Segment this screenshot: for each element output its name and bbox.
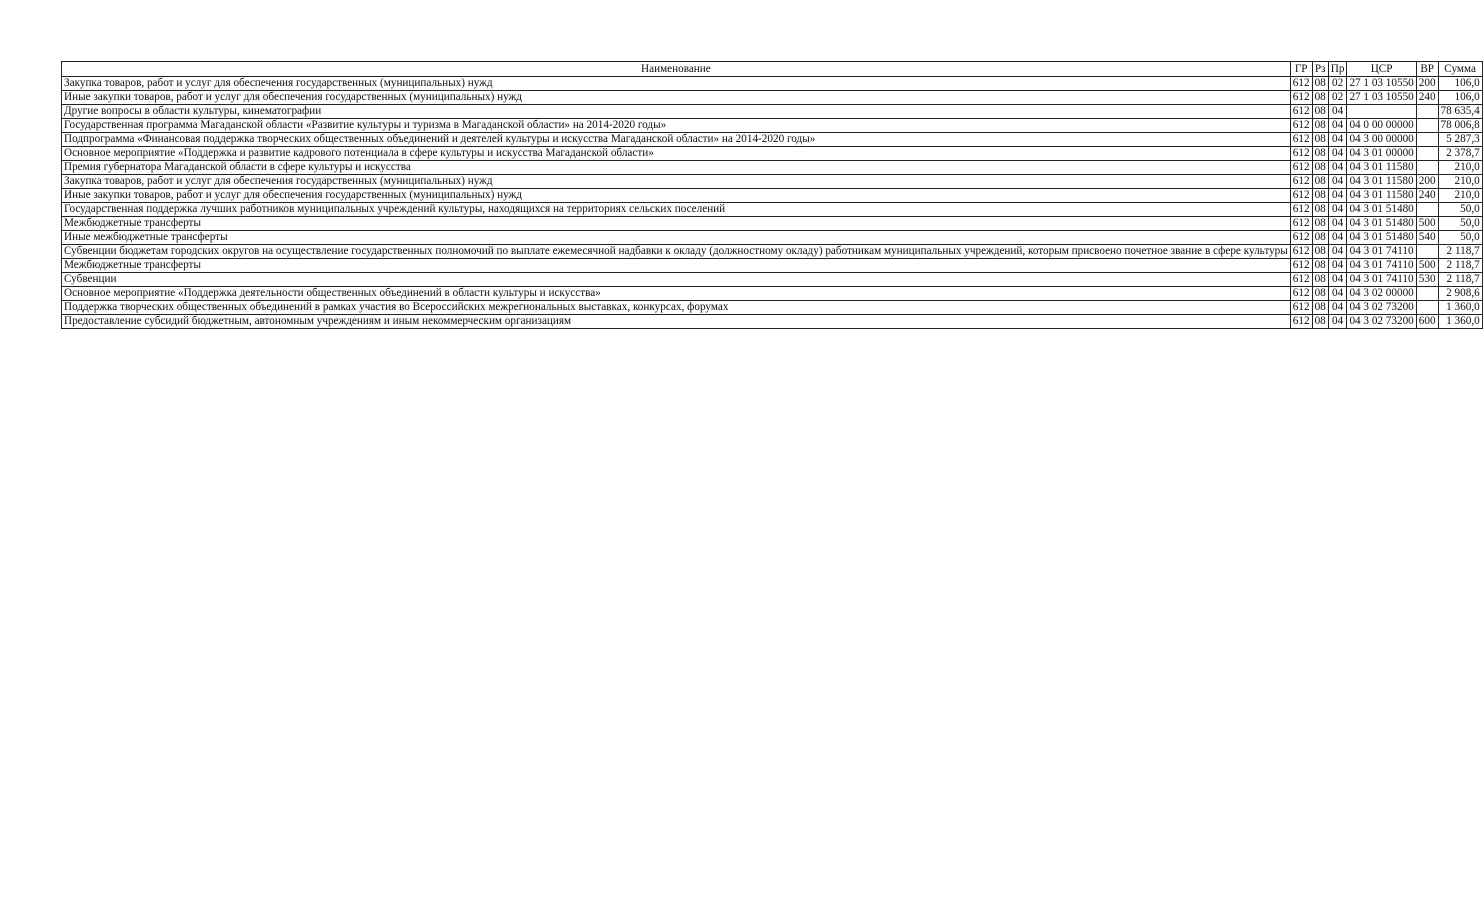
cell-csr: 04 0 00 00000 bbox=[1347, 119, 1416, 133]
cell-gr: 612 bbox=[1290, 259, 1312, 273]
cell-rz: 08 bbox=[1312, 273, 1328, 287]
cell-gr: 612 bbox=[1290, 189, 1312, 203]
cell-vr: 600 bbox=[1416, 315, 1438, 329]
header-sum: Сумма bbox=[1438, 62, 1482, 77]
cell-gr: 612 bbox=[1290, 147, 1312, 161]
cell-rz: 08 bbox=[1312, 203, 1328, 217]
cell-vr: 240 bbox=[1416, 189, 1438, 203]
cell-rz: 08 bbox=[1312, 287, 1328, 301]
table-row bbox=[62, 273, 1483, 287]
cell-vr bbox=[1416, 245, 1438, 259]
cell-vr: 540 bbox=[1416, 231, 1438, 245]
cell-pr: 04 bbox=[1328, 105, 1347, 119]
cell-rz: 08 bbox=[1312, 245, 1328, 259]
cell-vr: 200 bbox=[1416, 175, 1438, 189]
cell-gr: 612 bbox=[1290, 273, 1312, 287]
cell-gr: 612 bbox=[1290, 301, 1312, 315]
cell-gr: 612 bbox=[1290, 161, 1312, 175]
table-row bbox=[62, 287, 1483, 301]
cell-pr: 04 bbox=[1328, 203, 1347, 217]
cell-csr: 04 3 01 51480 bbox=[1347, 203, 1416, 217]
cell-rz: 08 bbox=[1312, 147, 1328, 161]
cell-gr: 612 bbox=[1290, 203, 1312, 217]
cell-sum: 106,0 bbox=[1438, 91, 1482, 105]
cell-rz: 08 bbox=[1312, 77, 1328, 91]
cell-name: Иные закупки товаров, работ и услуг для обеспечения государственных (муниципальных) нужд bbox=[62, 189, 1291, 203]
table-row bbox=[62, 203, 1483, 217]
cell-sum: 2 118,7 bbox=[1438, 245, 1482, 259]
cell-csr: 04 3 01 51480 bbox=[1347, 217, 1416, 231]
cell-rz: 08 bbox=[1312, 175, 1328, 189]
cell-sum: 2 118,7 bbox=[1438, 259, 1482, 273]
cell-name: Закупка товаров, работ и услуг для обеспечения государственных (муниципальных) нужд bbox=[62, 175, 1291, 189]
cell-vr bbox=[1416, 133, 1438, 147]
cell-vr: 500 bbox=[1416, 259, 1438, 273]
cell-csr: 04 3 01 51480 bbox=[1347, 231, 1416, 245]
cell-name: Государственная поддержка лучших работников муниципальных учреждений культуры, находящихся на территориях сельских поселений bbox=[62, 203, 1291, 217]
cell-csr: 04 3 01 74110 bbox=[1347, 245, 1416, 259]
cell-sum: 210,0 bbox=[1438, 189, 1482, 203]
cell-rz: 08 bbox=[1312, 105, 1328, 119]
table-row bbox=[62, 301, 1483, 315]
cell-pr: 04 bbox=[1328, 315, 1347, 329]
cell-csr: 04 3 01 74110 bbox=[1347, 259, 1416, 273]
cell-gr: 612 bbox=[1290, 245, 1312, 259]
cell-gr: 612 bbox=[1290, 105, 1312, 119]
cell-pr: 04 bbox=[1328, 161, 1347, 175]
cell-sum: 5 287,3 bbox=[1438, 133, 1482, 147]
cell-name: Закупка товаров, работ и услуг для обеспечения государственных (муниципальных) нужд bbox=[62, 77, 1291, 91]
cell-name: Иные закупки товаров, работ и услуг для обеспечения государственных (муниципальных) нужд bbox=[62, 91, 1291, 105]
cell-csr: 04 3 01 11580 bbox=[1347, 175, 1416, 189]
cell-gr: 612 bbox=[1290, 91, 1312, 105]
cell-gr: 612 bbox=[1290, 175, 1312, 189]
table-row bbox=[62, 91, 1483, 105]
cell-name: Поддержка творческих общественных объединений в рамках участия во Всероссийских межрегиональных выставках, конкурсах, форумах bbox=[62, 301, 1291, 315]
cell-gr: 612 bbox=[1290, 77, 1312, 91]
cell-rz: 08 bbox=[1312, 133, 1328, 147]
cell-sum: 1 360,0 bbox=[1438, 315, 1482, 329]
cell-pr: 04 bbox=[1328, 287, 1347, 301]
table-row bbox=[62, 133, 1483, 147]
cell-sum: 50,0 bbox=[1438, 203, 1482, 217]
document-page bbox=[61, 61, 1483, 329]
table-row bbox=[62, 77, 1483, 91]
cell-pr: 04 bbox=[1328, 175, 1347, 189]
table-row bbox=[62, 217, 1483, 231]
header-rz: Рз bbox=[1312, 62, 1328, 77]
cell-csr: 04 3 01 11580 bbox=[1347, 189, 1416, 203]
cell-vr bbox=[1416, 203, 1438, 217]
cell-sum: 2 378,7 bbox=[1438, 147, 1482, 161]
table-row bbox=[62, 259, 1483, 273]
table-row bbox=[62, 175, 1483, 189]
header-name: Наименование bbox=[62, 62, 1291, 77]
cell-csr: 04 3 01 74110 bbox=[1347, 273, 1416, 287]
cell-csr: 04 3 02 00000 bbox=[1347, 287, 1416, 301]
cell-pr: 02 bbox=[1328, 77, 1347, 91]
cell-vr: 200 bbox=[1416, 77, 1438, 91]
table-row bbox=[62, 245, 1483, 259]
cell-sum: 78 006,8 bbox=[1438, 119, 1482, 133]
cell-pr: 04 bbox=[1328, 231, 1347, 245]
cell-vr bbox=[1416, 301, 1438, 315]
cell-csr bbox=[1347, 105, 1416, 119]
cell-vr bbox=[1416, 105, 1438, 119]
table-row bbox=[62, 147, 1483, 161]
cell-name: Государственная программа Магаданской области «Развитие культуры и туризма в Магаданской области» на 2014-2020 годы» bbox=[62, 119, 1291, 133]
cell-vr: 530 bbox=[1416, 273, 1438, 287]
cell-name: Иные межбюджетные трансферты bbox=[62, 231, 1291, 245]
cell-sum: 106,0 bbox=[1438, 77, 1482, 91]
table-row bbox=[62, 189, 1483, 203]
cell-name: Другие вопросы в области культуры, кинематографии bbox=[62, 105, 1291, 119]
cell-pr: 04 bbox=[1328, 119, 1347, 133]
table-row bbox=[62, 119, 1483, 133]
cell-vr: 500 bbox=[1416, 217, 1438, 231]
header-csr: ЦСР bbox=[1347, 62, 1416, 77]
cell-pr: 04 bbox=[1328, 259, 1347, 273]
cell-rz: 08 bbox=[1312, 259, 1328, 273]
cell-sum: 2 118,7 bbox=[1438, 273, 1482, 287]
cell-name: Основное мероприятие «Поддержка и развитие кадрового потенциала в сфере культуры и искусства Магаданской области» bbox=[62, 147, 1291, 161]
cell-sum: 78 635,4 bbox=[1438, 105, 1482, 119]
cell-pr: 04 bbox=[1328, 217, 1347, 231]
cell-pr: 04 bbox=[1328, 301, 1347, 315]
cell-csr: 27 1 03 10550 bbox=[1347, 77, 1416, 91]
cell-pr: 04 bbox=[1328, 245, 1347, 259]
cell-csr: 04 3 01 11580 bbox=[1347, 161, 1416, 175]
cell-rz: 08 bbox=[1312, 315, 1328, 329]
cell-sum: 50,0 bbox=[1438, 217, 1482, 231]
cell-rz: 08 bbox=[1312, 189, 1328, 203]
cell-rz: 08 bbox=[1312, 161, 1328, 175]
cell-gr: 612 bbox=[1290, 315, 1312, 329]
cell-rz: 08 bbox=[1312, 91, 1328, 105]
cell-name: Подпрограмма «Финансовая поддержка творческих общественных объединений и деятелей культуры и искусства Магаданской области» на 2014-2020 годы» bbox=[62, 133, 1291, 147]
cell-gr: 612 bbox=[1290, 287, 1312, 301]
cell-name: Субвенции bbox=[62, 273, 1291, 287]
table-row bbox=[62, 315, 1483, 329]
table-header-row bbox=[62, 62, 1483, 77]
cell-vr bbox=[1416, 287, 1438, 301]
cell-pr: 04 bbox=[1328, 189, 1347, 203]
cell-name: Субвенции бюджетам городских округов на осуществление государственных полномочий по выплате ежемесячной надбавки к окладу (должностному окладу) работникам муниципальных учреждений, которым присвоено почетное звание в сфере культуры bbox=[62, 245, 1291, 259]
cell-rz: 08 bbox=[1312, 231, 1328, 245]
cell-csr: 04 3 02 73200 bbox=[1347, 315, 1416, 329]
cell-vr: 240 bbox=[1416, 91, 1438, 105]
cell-sum: 2 908,6 bbox=[1438, 287, 1482, 301]
cell-sum: 210,0 bbox=[1438, 161, 1482, 175]
cell-sum: 50,0 bbox=[1438, 231, 1482, 245]
cell-csr: 04 3 02 73200 bbox=[1347, 301, 1416, 315]
cell-vr bbox=[1416, 147, 1438, 161]
cell-pr: 04 bbox=[1328, 133, 1347, 147]
table-row bbox=[62, 161, 1483, 175]
cell-sum: 210,0 bbox=[1438, 175, 1482, 189]
cell-gr: 612 bbox=[1290, 133, 1312, 147]
cell-vr bbox=[1416, 161, 1438, 175]
cell-name: Межбюджетные трансферты bbox=[62, 217, 1291, 231]
cell-pr: 04 bbox=[1328, 273, 1347, 287]
cell-rz: 08 bbox=[1312, 217, 1328, 231]
table-row bbox=[62, 105, 1483, 119]
cell-sum: 1 360,0 bbox=[1438, 301, 1482, 315]
header-pr: Пр bbox=[1328, 62, 1347, 77]
cell-csr: 04 3 00 00000 bbox=[1347, 133, 1416, 147]
cell-rz: 08 bbox=[1312, 301, 1328, 315]
cell-pr: 02 bbox=[1328, 91, 1347, 105]
cell-csr: 27 1 03 10550 bbox=[1347, 91, 1416, 105]
cell-name: Премия губернатора Магаданской области в сфере культуры и искусства bbox=[62, 161, 1291, 175]
table-body bbox=[62, 77, 1483, 329]
budget-table bbox=[61, 61, 1483, 329]
cell-vr bbox=[1416, 119, 1438, 133]
header-gr: ГР bbox=[1290, 62, 1312, 77]
cell-gr: 612 bbox=[1290, 119, 1312, 133]
cell-name: Предоставление субсидий бюджетным, автономным учреждениям и иным некоммерческим организациям bbox=[62, 315, 1291, 329]
cell-rz: 08 bbox=[1312, 119, 1328, 133]
cell-name: Основное мероприятие «Поддержка деятельности общественных объединений в области культуры и искусства» bbox=[62, 287, 1291, 301]
cell-gr: 612 bbox=[1290, 231, 1312, 245]
header-vr: ВР bbox=[1416, 62, 1438, 77]
cell-name: Межбюджетные трансферты bbox=[62, 259, 1291, 273]
cell-csr: 04 3 01 00000 bbox=[1347, 147, 1416, 161]
cell-gr: 612 bbox=[1290, 217, 1312, 231]
cell-pr: 04 bbox=[1328, 147, 1347, 161]
table-row bbox=[62, 231, 1483, 245]
